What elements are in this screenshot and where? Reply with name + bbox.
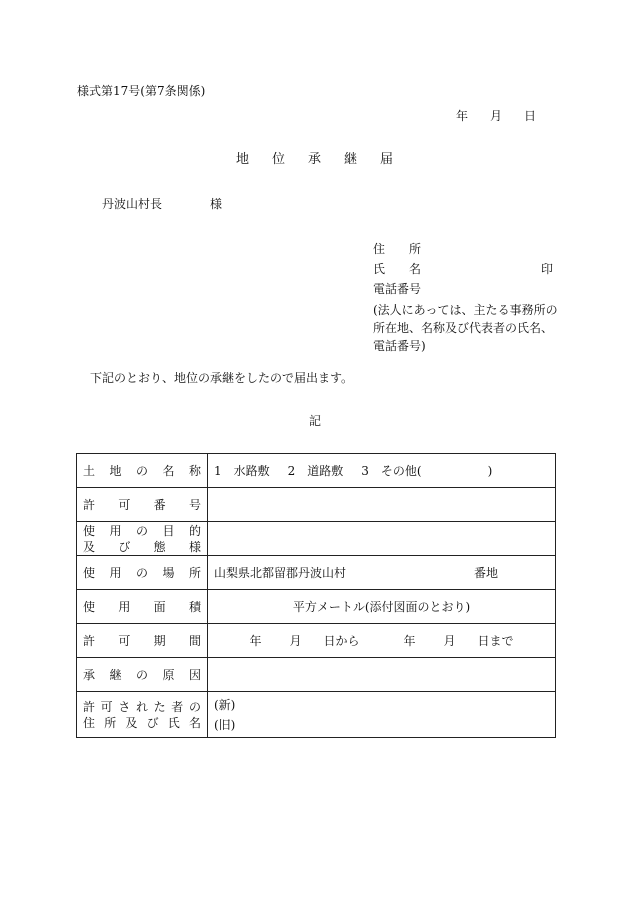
table-row-cause [77,658,556,692]
area-field[interactable] [208,590,556,624]
land-type-options[interactable] [208,454,556,488]
label-purpose: 使 用 の 目 的 及 び 態 様 [77,522,208,556]
table-row-purpose [77,522,556,556]
period-month2: 月 [443,634,456,648]
table-row-permit-number [77,488,556,522]
table-row-permittee [77,692,556,738]
title-char: 継 [344,152,359,167]
phone-label: 電話番号 [373,282,422,296]
option-other: 3 その他( [361,464,422,478]
table-row-area [77,590,556,624]
label-period: 許 可 期 間 [77,624,208,658]
date-month: 月 [490,109,503,123]
ki-heading: 記 [308,414,321,428]
label-land-name: 土 地 の 名 称 [77,454,208,488]
permittee-old: (旧) [214,717,236,732]
label-permittee: 許 可 さ れ た 者 の 住 所 及 び 氏 名 [77,692,208,738]
applicant-phone-row [373,279,558,299]
date-day: 日 [524,109,537,123]
title-char: 届 [380,152,395,167]
corporate-note: (法人にあっては、主たる事務所の所在地、名称及び代表者の氏名、電話番号) [373,303,558,353]
period-until: 日まで [477,634,514,648]
name-label: 氏 名 [373,262,422,276]
permit-number-field[interactable] [208,488,556,522]
title-char: 承 [307,152,322,167]
period-field[interactable] [208,624,556,658]
statement-text: 下記のとおり、地位の承継をしたので届出ます。 [90,371,354,385]
period-from: 日から [323,634,360,648]
label-permit-number: 許 可 番 号 [77,488,208,522]
option-other-close: ) [487,464,493,478]
address-label: 住 所 [373,242,422,256]
seal-mark: 印 [540,262,553,276]
option-waterway: 1 水路敷 [214,464,270,478]
label-location: 使 用 の 場 所 [77,556,208,590]
form-number: 様式第17号(第7条関係) [77,84,206,98]
table-row-location [77,556,556,590]
area-unit: 平方メートル(添付図面のとおり) [292,600,471,614]
date-year: 年 [456,109,469,123]
option-road: 2 道路敷 [287,464,344,478]
period-month1: 月 [289,634,302,648]
date-line [456,108,536,124]
location-prefix: 山梨県北都留郡丹波山村 [214,566,347,580]
addressee-name: 丹波山村長 [102,197,163,211]
purpose-field[interactable] [208,522,556,556]
label-area: 使 用 面 積 [77,590,208,624]
title-char: 地 [235,152,250,167]
title-char: 位 [271,152,286,167]
applicant-address-row [373,239,558,259]
period-year1: 年 [249,634,262,648]
document-title [0,152,630,168]
location-suffix: 番地 [474,566,499,580]
permittee-new: (新) [214,697,236,712]
permittee-field[interactable] [208,692,556,738]
table-row-land-name [77,454,556,488]
cause-field[interactable] [208,658,556,692]
period-year2: 年 [403,634,416,648]
table-row-period [77,624,556,658]
addressee [102,196,222,212]
label-cause: 承 継 の 原 因 [77,658,208,692]
details-table [76,453,556,738]
applicant-name-row [373,259,558,279]
location-field[interactable] [208,556,556,590]
applicant-block [373,239,558,355]
addressee-honorific: 様 [210,197,223,211]
